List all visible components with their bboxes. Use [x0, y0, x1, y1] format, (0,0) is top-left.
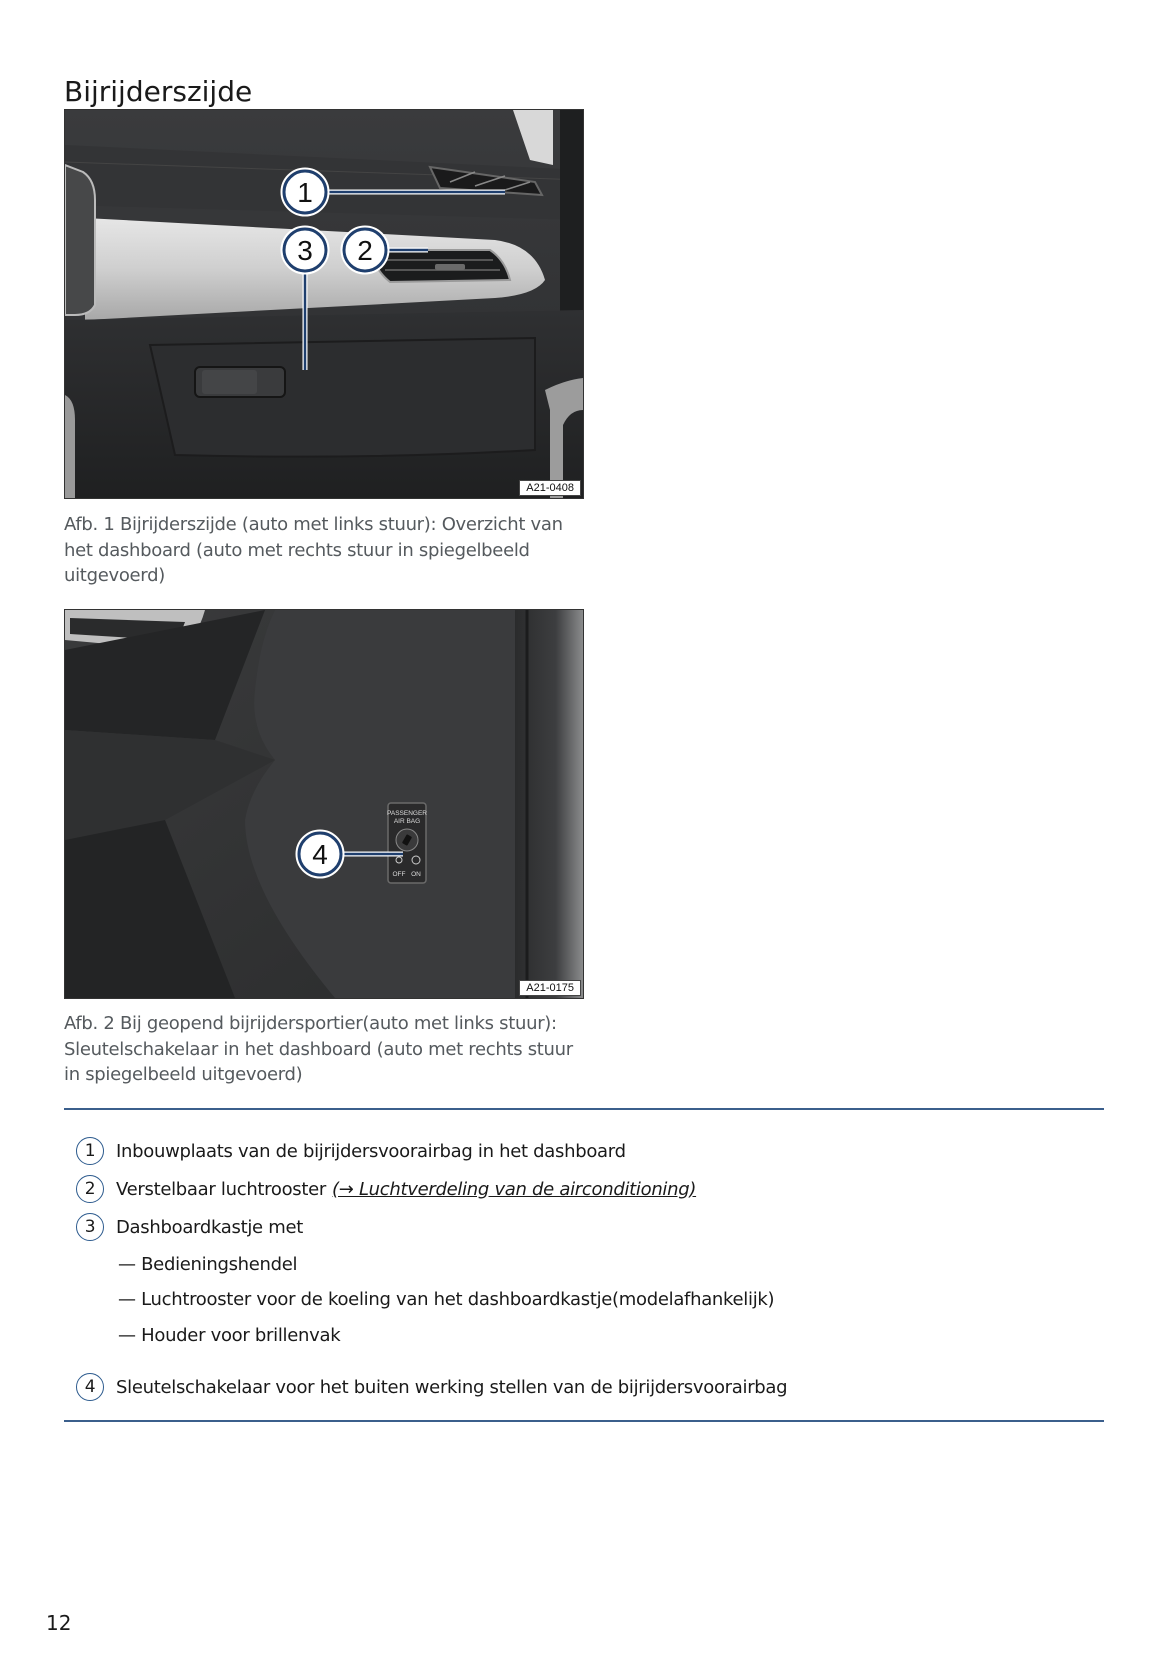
figure-airbag-key-switch — [64, 609, 584, 999]
legend-text: Dashboardkastje met — [116, 1216, 303, 1238]
page-number: 12 — [46, 1611, 72, 1635]
svg-text:3: 3 — [297, 235, 313, 266]
airbag-key-switch — [387, 803, 427, 883]
legend-sub-item: — Luchtrooster voor de koeling van het dashboardkastje(modelafhankelijk) — [118, 1289, 775, 1310]
legend-sub-item: — Houder voor brillenvak — [118, 1325, 341, 1346]
figure-code: A21-0408 — [519, 480, 581, 496]
divider — [64, 1108, 1104, 1110]
figure-code: A21-0175 — [519, 980, 581, 996]
svg-text:2: 2 — [357, 235, 373, 266]
legend-item-4 — [76, 1373, 787, 1401]
legend-item-2 — [76, 1175, 696, 1203]
number-badge: 3 — [76, 1213, 104, 1241]
legend-item-3 — [76, 1213, 303, 1241]
figure-caption: Afb. 2 Bij geopend bijrijdersportier(auto met links stuur): Sleutelschakelaar in het dashboard (auto met rechts stuur in spiegelbeeld uitgevoerd) — [64, 1013, 573, 1085]
number-badge: 4 — [76, 1373, 104, 1401]
number-badge: 1 — [76, 1137, 104, 1165]
divider — [64, 1420, 1104, 1422]
svg-text:ON: ON — [411, 871, 421, 878]
svg-text:OFF: OFF — [392, 871, 406, 878]
figure-caption: Afb. 1 Bijrijderszijde (auto met links stuur): Overzicht van het dashboard (auto met rechts stuur in spiegelbeeld uitgevoerd) — [64, 514, 563, 586]
svg-text:4: 4 — [312, 839, 328, 870]
legend-text: Sleutelschakelaar voor het buiten werking stellen van de bijrijdersvoorairbag — [116, 1376, 788, 1398]
key-switch-illustration — [65, 610, 583, 998]
figure-dashboard-overview — [64, 109, 584, 499]
page-title: Bijrijderszijde — [64, 74, 253, 108]
svg-text:1: 1 — [297, 177, 313, 208]
svg-text:PASSENGER: PASSENGER — [387, 810, 427, 817]
number-badge: 2 — [76, 1175, 104, 1203]
dashboard-illustration — [65, 110, 583, 498]
legend-sub-item: — Bedieningshendel — [118, 1254, 298, 1275]
legend-text: Inbouwplaats van de bijrijdersvoorairbag in het dashboard — [116, 1140, 626, 1162]
legend-item-1 — [76, 1137, 626, 1165]
svg-text:AIR BAG: AIR BAG — [393, 818, 421, 825]
cross-reference-link[interactable]: (→ Luchtverdeling van de airconditioning) — [332, 1178, 697, 1200]
legend-text: Verstelbaar luchtrooster — [116, 1178, 327, 1200]
